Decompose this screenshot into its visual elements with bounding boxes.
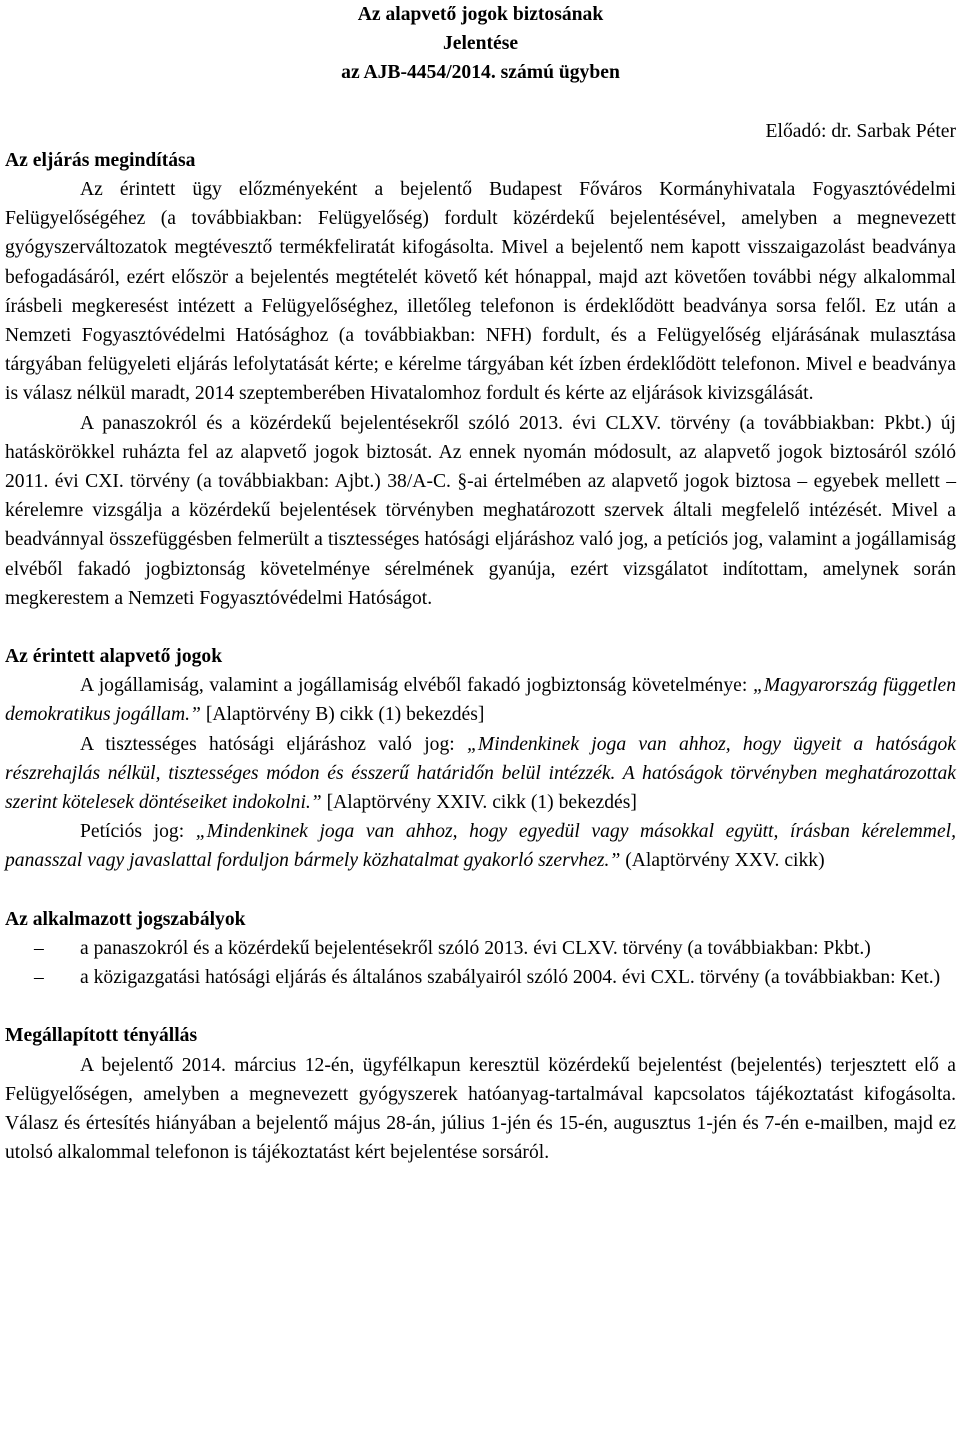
- list-item: [5, 963, 956, 992]
- document-title-line2: Jelentése: [442, 33, 519, 55]
- right-fair-procedure: [5, 730, 956, 818]
- right-petition-quote: „Mindenkinek joga van ahhoz, hogy egyedül vagy másokkal együtt, írásban kérelemmel, panasszal vagy javaslattal forduljon bármely közhatalmat gyakorló szervhez.”: [5, 821, 956, 872]
- section-title-rights: Az érintett alapvető jogok: [5, 646, 223, 668]
- document-case-number: az AJB-4454/2014. számú ügyben: [341, 62, 620, 84]
- section-title-legislation: Az alkalmazott jogszabályok: [5, 908, 246, 930]
- right-rule-of-law-text: A jogállamiság, valamint a jogállamiság elvéből fakadó jogbiztonság követelménye:: [80, 675, 753, 697]
- dash-bullet: –: [34, 937, 44, 959]
- right-fair-procedure-text: A tisztességes hatósági eljáráshoz való jog:: [80, 733, 467, 755]
- right-rule-of-law-quote: „Magyarország független demokratikus jogállam.”: [5, 675, 957, 726]
- legislation-item-text: a közigazgatási hatósági eljárás és általános szabályairól szóló 2004. évi CXL. törvény (a továbbiakban: Ket.): [80, 967, 941, 989]
- right-petition-ref: (Alaptörvény XXV. cikk): [620, 850, 825, 872]
- proceedings-paragraph-2: A panaszokról és a közérdekű bejelentésekről szóló 2013. évi CLXV. törvény (a továbbiakban: Pkbt.) új hatáskörökkel ruházta fel az alapvető jogok biztosát. Az ennek nyomán módosult, az alapvető jogok biztosáról szóló 2011. évi CXI. törvény (a továbbiakban: Ajbt.) 38/A-C. §-ai értelmében az alapvető jogok biztosa – egyebek mellett – kérelemre vizsgálja a közérdekű bejelentések törvényben meghatározott szervek általi megfelelő intézését. Mivel a beadvánnyal összefüggésben felmerült a tisztességes hatósági eljáráshoz való jog, a petíciós jog, valamint a jogállamiság elvéből fakadó jogbiztonság követelménye sérelmének gyanúja, ezért vizsgálatot indítottam, amelynek során megkerestem a Nemzeti Fogyasztóvédelmi Hatóságot.: [5, 412, 956, 609]
- list-item: [5, 934, 956, 963]
- right-fair-procedure-ref: [Alaptörvény XXIV. cikk (1) bekezdés]: [321, 792, 637, 814]
- reporter-line: Előadó: dr. Sarbak Péter: [765, 120, 956, 142]
- section-title-proceedings: Az eljárás megindítása: [5, 149, 196, 171]
- legislation-item-text: a panaszokról és a közérdekű bejelentésekről szóló 2013. évi CLXV. törvény (a továbbiakban: Pkbt.): [80, 937, 871, 959]
- proceedings-paragraph-1: Az érintett ügy előzményeként a bejelentő Budapest Főváros Kormányhivatala Fogyasztóvédelmi Felügyelőségéhez (a továbbiakban: Felügyelőség) fordult közérdekű bejelentésével, amelyben a megnevezett gyógyszerváltozatok megtévesztő termékfeliratát kifogásolta. Mivel a bejelentő nem kapott visszaigazolást beadványa befogadásáról, ezért először a bejelentés megtételét követő két hónappal, majd azt követően további négy alkalommal írásbeli megkeresést intézett a Felügyelőséghez, illetőleg telefonon is érdeklődött beadványa sorsa felől. Ez után a Nemzeti Fogyasztóvédelmi Hatósághoz (a továbbiakban: NFH) fordult, és a Felügyelőség eljárásának mulasztása tárgyában felügyeleti eljárás lefolytatását kérte; e kérelme tárgyában két ízben érdeklődött telefonon. Mivel e beadványa is válasz nélkül maradt, 2014 szeptemberében Hivatalomhoz fordult és kérte az eljárások kivizsgálását.: [5, 179, 956, 405]
- facts-paragraph-1: A bejelentő 2014. március 12-én, ügyfélkapun keresztül közérdekű bejelentést (bejelentés) terjesztett elő a Felügyelőségen, amelyben a megnevezett gyógyszerek hatóanyag-tartalmával kapcsolatos tájékoztatást kifogásolta. Válasz és értesítés hiányában a bejelentő május 28-án, július 1-jén és 15-én, augusztus 1-jén és 7-én e-mailben, majd ez utolsó alkalommal telefonon is tájékoztatást kért bejelentése sorsáról.: [5, 1054, 956, 1164]
- section-title-facts: Megállapított tényállás: [5, 1025, 198, 1047]
- right-rule-of-law: [5, 671, 956, 729]
- legislation-list: [5, 934, 956, 992]
- dash-bullet: –: [34, 967, 44, 989]
- right-fair-procedure-quote: „Mindenkinek joga van ahhoz, hogy ügyeit a hatóságok részrehajlás nélkül, tisztességes módon és ésszerű határidőn belül intézzék. A hatóságok törvényben meghatározottak szerint kötelesek döntéseiket indokolni.”: [5, 733, 956, 814]
- document-title-line1: Az alapvető jogok biztosának: [357, 4, 604, 25]
- right-rule-of-law-ref: [Alaptörvény B) cikk (1) bekezdés]: [200, 704, 485, 726]
- right-petition: [5, 817, 956, 875]
- right-petition-text: Petíciós jog:: [80, 821, 196, 843]
